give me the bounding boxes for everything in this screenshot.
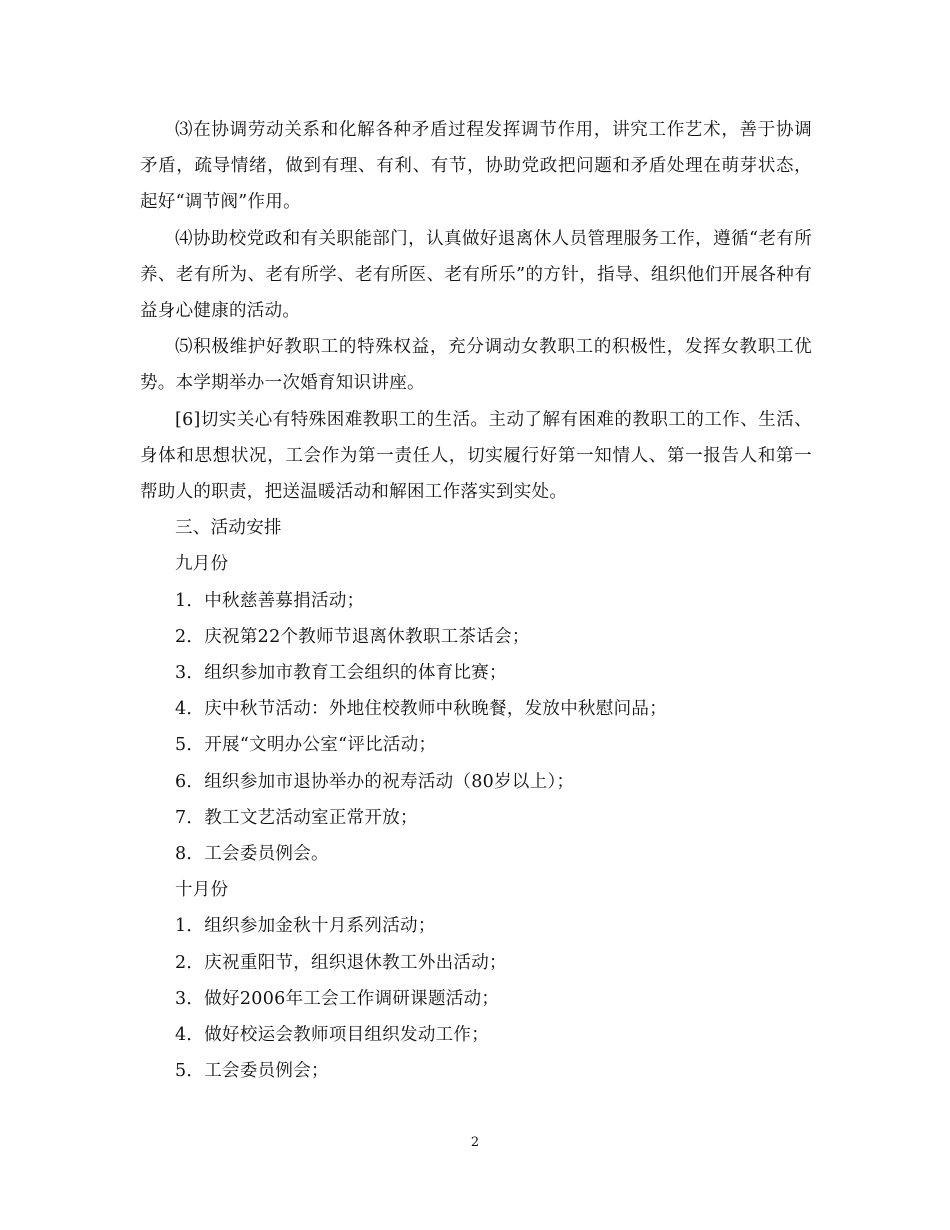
list-item: 8．工会委员例会。 bbox=[175, 844, 329, 865]
document-body bbox=[140, 112, 812, 1089]
list-item: 7．教工文艺活动室正常开放； bbox=[175, 807, 418, 828]
page-number: 2 bbox=[470, 1135, 480, 1150]
paragraph-4: ⑷协助校党政和有关职能部门，认真做好退离休人员管理服务工作，遵循“老有所养、老有所为、老有所学、老有所医、老有所乐”的方针，指导、组织他们开展各种有益身心健康的活动。 bbox=[140, 228, 812, 322]
month-heading-september: 九月份 bbox=[175, 554, 229, 575]
paragraph-3: ⑶在协调劳动关系和化解各种矛盾过程发挥调节作用，讲究工作艺术，善于协调矛盾，疏导情绪，做到有理、有利、有节，协助党政把问题和矛盾处理在萌芽状态，起好“调节阀”作用。 bbox=[140, 120, 812, 213]
list-item: 4．做好校运会教师项目组织发动工作； bbox=[175, 1025, 490, 1046]
month-heading-october: 十月份 bbox=[175, 880, 229, 901]
list-item: 1．中秋慈善募捐活动； bbox=[175, 590, 365, 611]
list-item: 5．工会委员例会； bbox=[175, 1061, 329, 1082]
list-item: 3．组织参加市教育工会组织的体育比赛； bbox=[175, 663, 507, 684]
list-item: 4．庆中秋节活动：外地住校教师中秋晚餐，发放中秋慰问品； bbox=[175, 699, 668, 720]
list-item: 5．开展“文明办公室“评比活动； bbox=[175, 735, 437, 756]
list-item: 2．庆祝重阳节，组织退休教工外出活动； bbox=[175, 952, 507, 973]
list-item: 6．组织参加市退协举办的祝寿活动（80岁以上）； bbox=[175, 771, 575, 792]
list-item: 3．做好2006年工会工作调研课题活动； bbox=[175, 988, 500, 1009]
list-item: 1．组织参加金秋十月系列活动； bbox=[175, 916, 436, 937]
list-item: 2．庆祝第22个教师节退离休教职工茶话会； bbox=[175, 626, 530, 647]
paragraph-6: [6]切实关心有特殊困难教职工的生活。主动了解有困难的教职工的工作、生活、身体和思想状况，工会作为第一责任人，切实履行好第一知情人、第一报告人和第一帮助人的职责，把送温暖活动和解困工作落实到实处。 bbox=[140, 409, 812, 503]
paragraph-5: ⑸积极维护好教职工的特殊权益，充分调动女教职工的积极性，发挥女教职工优势。本学期举办一次婚育知识讲座。 bbox=[140, 337, 812, 394]
section-heading: 三、活动安排 bbox=[175, 518, 282, 539]
